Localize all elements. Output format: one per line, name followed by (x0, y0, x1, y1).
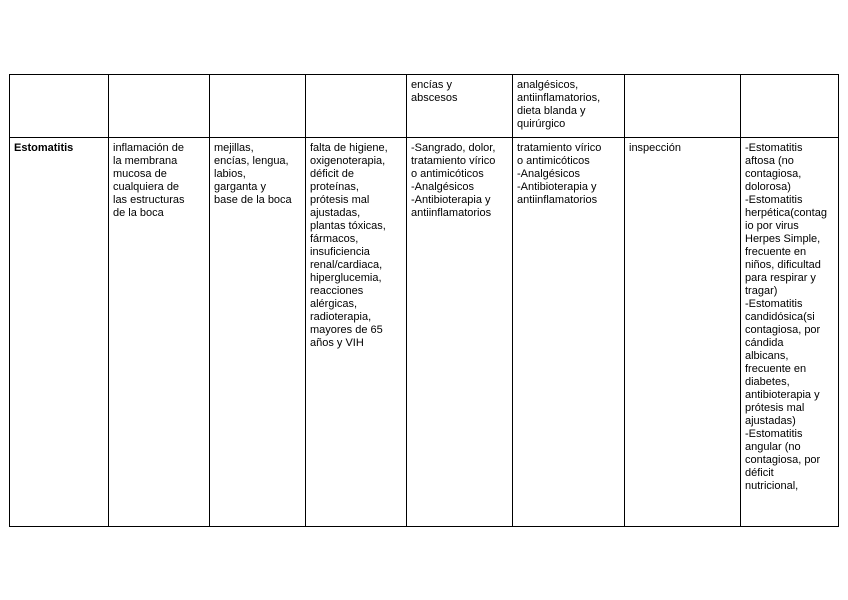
table-cell (306, 75, 407, 138)
table-cell: inspección (625, 138, 741, 527)
document-table (9, 74, 839, 527)
table-cell: inflamación de la membrana mucosa de cualquiera de las estructuras de la boca (109, 138, 210, 527)
table-cell (10, 75, 109, 138)
table-cell: encías y abscesos (407, 75, 513, 138)
table-cell (741, 75, 839, 138)
table-row (10, 138, 839, 527)
table-cell: analgésicos, antiinflamatorios, dieta blanda y quirúrgico (513, 75, 625, 138)
table-cell: -Estomatitis aftosa (no contagiosa, dolorosa) -Estomatitis herpética(contag io por virus Herpes Simple, frecuente en niños, dificultad para respirar y tragar) -Estomatitis candidósica(si contagiosa, por cándida albicans, frecuente en diabetes, antibioterapia y prótesis mal ajustadas) -Estomatitis angular (no contagiosa, por déficit nutricional, (741, 138, 839, 527)
table-cell: mejillas, encías, lengua, labios, garganta y base de la boca (210, 138, 306, 527)
table-cell: -Sangrado, dolor, tratamiento vírico o antimicóticos -Analgésicos -Antibioterapia y antiinflamatorios (407, 138, 513, 527)
table-cell: falta de higiene, oxigenoterapia, déficit de proteínas, prótesis mal ajustadas, plantas tóxicas, fármacos, insuficiencia renal/cardiaca, hiperglucemia, reacciones alérgicas, radioterapia, mayores de 65 años y VIH (306, 138, 407, 527)
table-row (10, 75, 839, 138)
table-cell (625, 75, 741, 138)
table-cell: tratamiento vírico o antimicóticos -Analgésicos -Antibioterapia y antiinflamatorios (513, 138, 625, 527)
row-header-cell: Estomatitis (10, 138, 109, 527)
table-cell (210, 75, 306, 138)
table-cell (109, 75, 210, 138)
